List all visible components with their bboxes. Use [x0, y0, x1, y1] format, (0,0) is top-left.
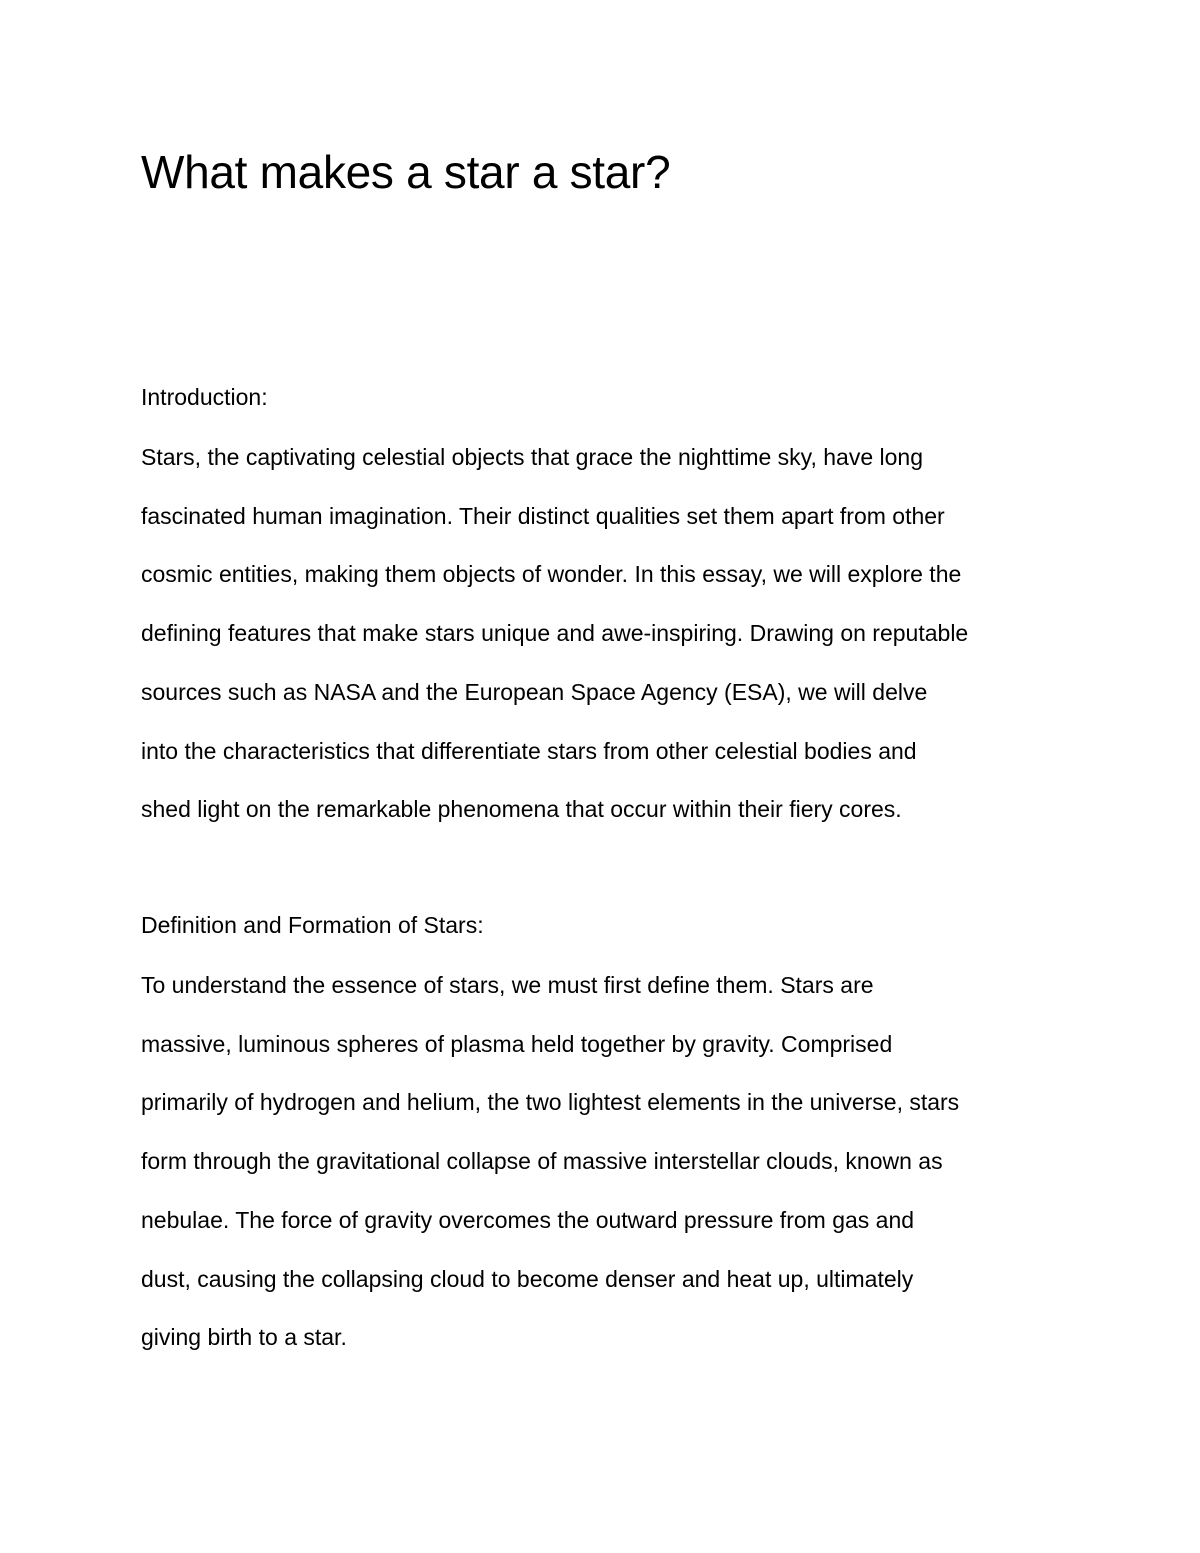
section-body: [141, 956, 1081, 1367]
body-line: into the characteristics that differentiate stars from other celestial bodies and: [141, 737, 917, 764]
body-line: defining features that make stars unique and awe-inspiring. Drawing on reputable: [141, 620, 969, 647]
body-line: dust, causing the collapsing cloud to become denser and heat up, ultimately: [141, 1265, 914, 1292]
body-line: sources such as NASA and the European Space Agency (ESA), we will delve: [141, 678, 928, 705]
body-line: Stars, the captivating celestial objects that grace the nighttime sky, have long: [141, 444, 923, 470]
body-line: To understand the essence of stars, we must first define them. Stars are: [141, 972, 874, 998]
body-line: fascinated human imagination. Their distinct qualities set them apart from other: [141, 502, 945, 529]
section-heading: Definition and Formation of Stars:: [141, 912, 484, 938]
section-body: [141, 428, 1081, 839]
body-line: nebulae. The force of gravity overcomes the outward pressure from gas and: [141, 1206, 915, 1233]
document-title: What makes a star a star?: [141, 146, 671, 198]
body-line: shed light on the remarkable phenomena that occur within their fiery cores.: [141, 796, 902, 823]
body-line: form through the gravitational collapse of massive interstellar clouds, known as: [141, 1148, 943, 1175]
body-line: massive, luminous spheres of plasma held together by gravity. Comprised: [141, 1030, 893, 1057]
section-heading: Introduction:: [141, 384, 268, 410]
section-definition-formation: [141, 909, 1081, 1367]
section-introduction: [141, 381, 1081, 839]
body-line: cosmic entities, making them objects of wonder. In this essay, we will explore the: [141, 561, 962, 588]
body-line: giving birth to a star.: [141, 1324, 347, 1351]
body-line: primarily of hydrogen and helium, the two lightest elements in the universe, stars: [141, 1089, 960, 1116]
